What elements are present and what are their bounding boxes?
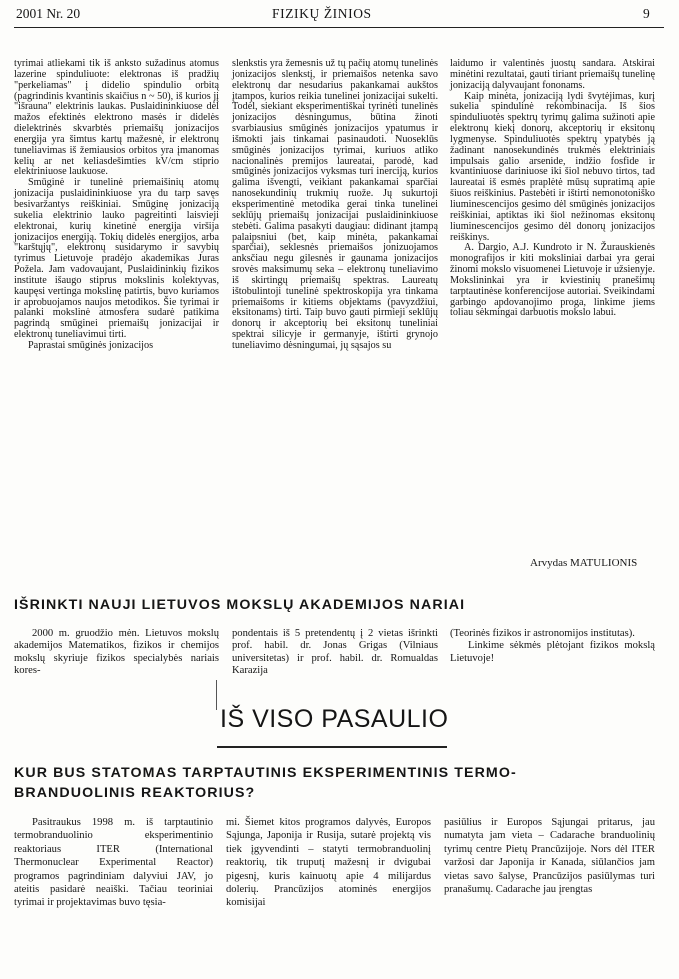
article1-column-1 (14, 59, 219, 352)
article2-title: IŠRINKTI NAUJI LIETUVOS MOKSLŲ AKADEMIJOS NARIAI (14, 597, 466, 613)
author-signature: Arvydas MATULIONIS (530, 557, 638, 569)
paragraph: pondentais iš 5 pretendentų į 2 vietas išrinkti prof. habil. dr. Jonas Grigas (Vilniaus universitetas) ir prof. habil. dr. Romualdas Karazija (232, 628, 438, 677)
article2-column-2 (232, 628, 438, 678)
column-divider (216, 680, 217, 710)
paragraph: slenkstis yra žemesnis už tų pačių atomų tunelinės jonizacijos slenkstį, ir priemaišos netenka savo elektronų dar nesudarius pakankamai aukštos įtampos, kurios reikia tunelinei jonizacijai sukelti. Todėl, siekiant eksperimentiškai tyrinėti tunelinės jonizacijos dėsningumus, būtina žinoti svarbiausius smūginės jonizacijos ypatumus ir išmokti jais tinkamai pasinaudoti. Nuoseklūs smūginės jonizacijos tyrimai, kuriuos atliko nacionalinės premijos laureatai, parodė, kad smūginės jonizacijos vyksmas turi inerciją, kurios galima išvengti, veikiant pakankamai sparčiai nanosekundinių trukmių ruože. Jų sukurtoji eksperimentinė metodika gerai tinka tunelinei seklūjų priemaišų jonizacijai puslaidininkiuose stebėti. Galima pasakyti daugiau: didinant įtampą palaipsniui (bet, kaip minėta, pakankamai sparčiai), seklesnės priemaišos jonizuojamos anksčiau negu gilesnės ir gaunama jonizacijos srovės maksimumų seka – elektronų tuneliavimo iš skirtingų priemaišų spektras. Laureatų ištobulintoji tunelinė spektroskopija yra tinkama priemaišoms ir kitiems objektams (pavyzdžiui, eksitonams) tirti. Taip buvo gauti pirmieji seklūjų donorų ir akceptorių bei eksitonų tuneliniai spektrai silicyje ir germanyje, ištirti grynojo tuneliavimo dėsningumai, jų sąsajos su (232, 58, 438, 351)
article3-column-2 (226, 816, 431, 910)
paragraph: Pasitraukus 1998 m. iš tarptautinio termobranduolinio eksperimentinio reaktoriaus ITER (International Thermonuclear Experimental Reactor) programos pagrindiniam dalyviui JAV, jo ateitis pasidarė neaiški. Tačiau teoriniai tyrimai ir projektavimas buvo tęsia- (14, 817, 213, 909)
article3-column-1 (14, 816, 213, 910)
section-title-underline (217, 746, 447, 748)
paragraph: laidumo ir valentinės juostų sandara. Atskirai minėtini rezultatai, gauti tiriant priemaišų tunelinę jonizaciją dalyvaujant fononams. (450, 58, 655, 91)
section-title: IŠ VISO PASAULIO (220, 705, 449, 733)
article2-column-1 (14, 628, 219, 678)
paragraph: Smūginė ir tunelinė priemaišinių atomų jonizacija puslaidininkiuose yra du tarp savęs besivaržantys reiškiniai. Smūginę jonizaciją sukelia elektrinio lauko pagreitinti laisvieji elektronai, kurių kinetinė energija viršija jonizacijos energiją. Tokių didelės energijos, arba "karštųjų", elektronų susidarymo ir savybių tyrimus Lietuvoje pradėjo akademikas Juras Požela. Jam vadovaujant, Puslaidininkių fizikos institute išaugo stiprus mokslinis kolektyvas, kaupęsi vertinga mokslinę patirtis, buvo kuriamos ir aprobuojamos naujos metodikos. Šie tyrimai ir palanki mokslinė atmosfera sudarė patikima pagrindą smūginei priemaišų jonizacijai ir elektronų tuneliavimui tirti. (14, 177, 219, 341)
issue-label: 2001 Nr. 20 (16, 6, 81, 21)
article3-title-line-1: KUR BUS STATOMAS TARPTAUTINIS EKSPERIMENTINIS TERMO- (14, 765, 517, 781)
paragraph: Linkime sėkmės plėtojant fizikos mokslą Lietuvoje! (450, 640, 655, 664)
article2-column-3 (450, 628, 655, 665)
article3-column-3 (444, 816, 655, 896)
paragraph: Paprastai smūginės jonizacijos (28, 339, 154, 351)
journal-title: FIZIKŲ ŽINIOS (272, 6, 372, 21)
header-rule (14, 27, 664, 28)
article1-column-3 (450, 59, 655, 319)
paragraph: tyrimai atliekami tik iš anksto sužadinus atomus lazerine spinduliuote: elektronas iš pradžių "perkeliamas" į didelio spindulio orbitą (pagrindinis kvantinis skaičius n ~ 50), iš kurios jį "išrauna" elektrinis laukas. Puslaidininkiuose dėl mažos efektinės elektrono masės ir didelės dielektrinės skvarbtės priemaišų jonizacijos energija yra šimtus kartų mažesnė, ir elektronų tuneliavimas iš žemiausios orbitos yra įmanomas kelių ar net keliasdešimties kV/cm stiprio elektriniuose laukuose. (14, 58, 219, 178)
article3-title-line-2: BRANDUOLINIS REAKTORIUS? (14, 785, 256, 801)
paragraph: pasiūlius ir Europos Sąjungai pritarus, jau numatyta jam vieta – Cadarache branduolinių tyrimų centre Pietų Prancūzijoje. Nors dėl ITER varžosi dar Japonija ir Kanada, siūlančios jam vietas savo šalyse, Prancūzijos pasiūlymas turi pranašumų. Cadarache jau įrengtas (444, 817, 655, 896)
paragraph: A. Dargio, A.J. Kundroto ir N. Žurauskienės monografijos ir kiti moksliniai darbai yra gerai žinomi mokslo visuomenei Lietuvoje ir užsienyje. Mokslininkai yra ir kviestinių pranešimų tarptautinėse konferencijose autoriai. Sveikindami garbingo apdovanojimo proga, linkime jiems toliau sėkmingai darbuotis mokslo labui. (450, 242, 655, 319)
paragraph: (Teorinės fizikos ir astronomijos institutas). (450, 628, 635, 639)
paragraph: 2000 m. gruodžio mėn. Lietuvos mokslų akademijos Matematikos, fizikos ir chemijos mokslų skyriuje fizikos specialybės nariais kores- (14, 628, 219, 677)
page-number: 9 (643, 6, 650, 21)
paragraph: Kaip minėta, jonizaciją lydi švytėjimas, kurį sukelia spindulinė rekombinacija. Iš šios spinduliuotės spektrų tyrimų galima sužinoti apie elektronų kiekį donorų, akceptorių ir eksitonų lygmenyse. Spinduliuotės spektrų ypatybės ją žadinant nanosekundinės trukmės elektriniais impulsais galio arsenide, indžio fosfide ir kvantiniuose dariniuose iki šiol nebuvo tirtos, tad laureatai iš esmės praplėtė mūsų supratimą apie šiuos reiškinius. Pastebėti ir ištirti nemonotoniško liuminescencijos gesimo dėl smūginės jonizacijos reiškiniai, aptiktas iki šiol nežinomas eksitonų liuminescencijos gesimo dėl donorų jonizacijos reiškinys. (450, 90, 655, 243)
paragraph: mi. Šiemet kitos programos dalyvės, Europos Sąjunga, Japonija ir Rusija, sutarė projektą vis tiek įgyvendinti – statyti termobranduolinį reaktorių, tik truputį mažesnį ir dvigubai pigesnį, kuris kainuotų apie 4 milijardus dolerių. Prancūzijos atominės energijos komisijai (226, 817, 431, 909)
article1-column-2 (232, 59, 438, 352)
